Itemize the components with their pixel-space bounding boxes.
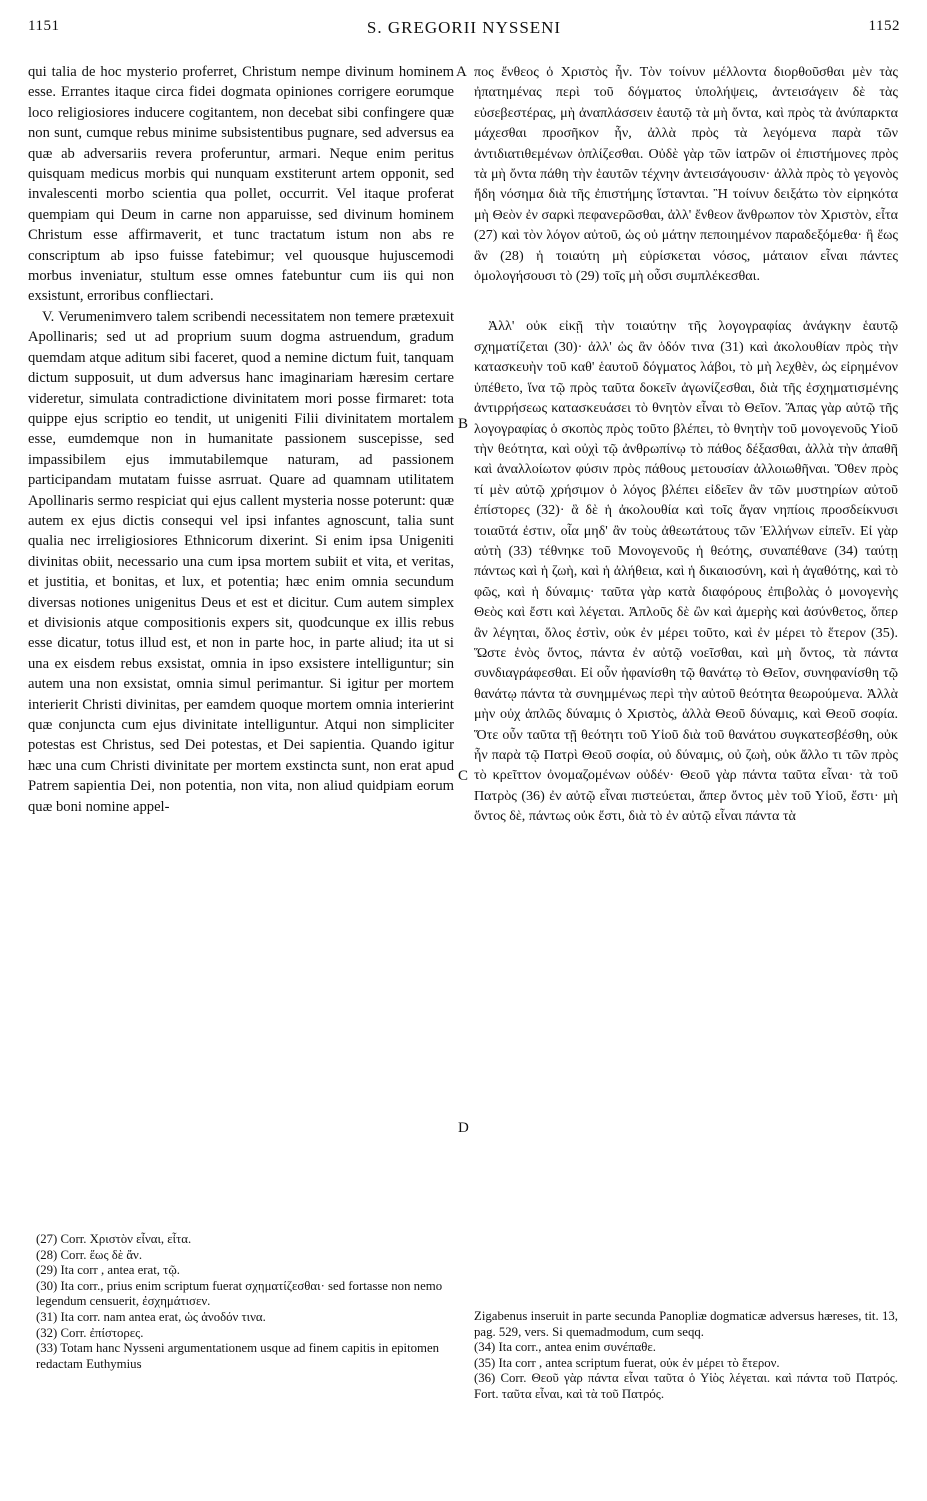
latin-paragraph: qui talia de hoc mysterio proferret, Christum nempe divinum hominem esse. Errantes itaque circa fidei dogmata opiniones corrigere eorumque loco religiosiores inducere cogitantem, non decebat sibi confingere quæ non sunt, cumque rebus minime subsistentibus pugnare, sed adversus ea quæ ab adversariis revera proferuntur, armari. Neque enim peritus quisquam medicus morbis qui nunquam exstiterunt artem opponit, sed invalescenti morbo scientia qua pollet, occurrit. Vel itaque proferat quempiam qui Deum in carne non apparuisse, sed divinum hominem Christum esse affirmaverit, et tunc tractatum istum non abs re conscriptum ab ipso fuisse fatebimur; vel quousque hujuscemodi morbus inveniatur, stultum esse omnes fatebuntur cum iis qui non exsistunt, erroribus confliectari.: [28, 64, 454, 305]
latin-paragraph: V. Verumenimvero talem scribendi necessitatem non temere prætexuit Apollinaris; sed ut ad proprium suum dogma astruendum, gradum quemdam atque aditum sibi faceret, quod a nemine dictum fuit, tanquam dictum supposuit, ut dum adversus hanc imaginariam hæresim certare videretur, simulata contradictione divinitatem mori posse firmaret: tota quippe ejus scriptio eo tendit, ut unigeniti Filii divinitatem mortalem esse, eumdemque non in humanitate passionem suscepisse, sed impassibilem ejus immutabilemque naturam, ad passionem participandam mutatam fuisse asrruat. Quare ad quamnam utilitatem Apollinaris sermo respiciat qui ejus callent mysteria nosse poterunt: quæ autem ex ejus dictis consequi vel ipsi infantes agnoscunt, talia sunt qualia nec irreligiosiores Ethnicorum dixerint. Si enim ipsa Unigeniti divinitas obiit, necessario una cum ipsa mortem subiit et vita, et veritas, et justitia, et bonitas, et lux, et potentia; hæc enim omnia secundum diversas notiones unigenitus Deus et est et dicitur. Cum autem simplex et divisionis atque compositionis expers sit, quodcunque ex illis rebus esse dicatur, totus illud est, et non in parte hoc, in parte aliud; ita ut si una ex eisdem rebus exsistat, omnia in ipso exsistere intelliguntur; sin autem una non exsistat, omnia simul perimantur. Si igitur per mortem interierit Christi divinitas, per eamdem quoque mortem omnia interierint quæ conjuncta cum ejus divinitate intelliguntur. Atqui non simpliciter potestas est Christus, sed Dei potestas, et Dei sapientia. Quando igitur hæc una cum Christi divinitate per mortem exstincta sunt, non erat apud Patrem sapientia Dei, non potentia, non vita, non aliud quidpiam eorum quæ boni nomine appel-: [28, 308, 454, 815]
footnote: Zigabenus inseruit in parte secunda Panopliæ dogmaticæ adversus hæreses, tit. 13, pag. 529, vers. Si quemadmodum, cum seqq.: [474, 1309, 898, 1339]
page-header: [28, 14, 900, 44]
footnote: (36) Corr. Θεοῦ γὰρ πάντα εἶναι ταῦτα ὁ Υἱὸς λέγεται. καὶ πάντα τοῦ Πατρός. Fort. ταῦτα εἶναι, καὶ τὰ τοῦ Πατρός.: [474, 1371, 898, 1401]
footnote: (27) Corr. Χριστὸν εἶναι, εἶτα.: [36, 1232, 192, 1246]
greek-paragraph: Ἀλλ' οὐκ εἰκῇ τὴν τοιαύτην τῆς λογογραφίας ἀνάγκην ἑαυτῷ σχηματίζεται (30)· ἀλλ' ὡς ἂν ὁδόν τινα (31) καὶ ἀκολουθίαν πρὸς τὴν κατασκευὴν τοῦ καθ' ἑαυτοῦ δόγματος λάβοι, τὸ μὴ λεχθὲν, ὡς εἰρημένον ὑπέθετο, ἵνα τῷ πρὸς ταῦτα δοκεῖν ἀγωνίζεσθαι, διὰ τῆς ἐσχηματισμένης ἀντιρρήσεως κατασκευάσει τὸ θνητὸν εἶναι τὸ Θεῖον. Ἅπας γὰρ αὐτῷ τῆς λογογραφίας ὁ σκοπὸς πρὸς τοῦτο βλέπει, τὸ θνητὴν τοῦ μονογενοῦς Υἱοῦ τὴν θεότητα, καὶ οὐχὶ τῷ ἀνθρωπίνῳ τὸ πάθος δέξασθαι, ἀλλὰ τὴν ἀπαθῆ καὶ ἀναλλοίωτον φύσιν πρὸς πάθους μετουσίαν ἀλλοιωθῆναι. Ὅθεν πρὸς τί μὲν αὐτῷ χρήσιμον ὁ λόγος βλέπει εἰδεῖεν ἂν τῶν μυστηρίων αὐτοῦ ἐπίστορες (32)· ἃ δὲ ἡ ἀκολουθία καὶ τοῖς ἄγαν νηπίοις προσδείκνυσι τοιαῦτά ἐστιν, οἷα μηδ' ἂν τοὺς ἀθεωτάτους τῶν Ἑλλήνων εἰπεῖν. Εἰ γὰρ αὐτὴ (33) τέθνηκε τοῦ Μονογενοῦς ἡ θεότης, συναπέθανε (34) ταύτῃ πάντως καὶ ἡ ζωὴ, καὶ ἡ ἀλήθεια, καὶ ἡ δικαιοσύνη, καὶ ἡ ἀγαθότης, καὶ τὸ φῶς, καὶ ἡ δύναμις· ταῦτα γὰρ κατὰ διαφόρους ἐπιβολὰς ὁ μονογενὴς Θεὸς καὶ ἔστι καὶ λέγεται. Ἁπλοῦς δὲ ὢν καὶ ἀμερὴς καὶ ἀσύνθετος, ὅπερ ἂν λέγηται, ὅλος ἐστὶν, οὐκ ἐν μέρει τοῦτο, καὶ ἐν μέρει τὸ ἕτερον (35). Ὥστε ἑνὸς ὄντος, πάντα ἐν αὐτῷ νοεῖσθαι, καὶ μὴ ὄντος, τὰ πάντα συνδιαγράφεσθαι. Εἰ οὖν ἠφανίσθη τῷ θανάτῳ τὸ Θεῖον, συνηφανίσθη τῷ θανάτῳ πάντα τὰ συνημμένως περὶ τὴν αὐτοῦ θεότητα θεωρούμενα. Ἀλλὰ μὴν οὐχ ἁπλῶς δύναμις ὁ Χριστὸς, ἀλλὰ Θεοῦ δύναμις, καὶ Θεοῦ σοφία. Ὅτε οὖν ταῦτα τῇ θεότητι τοῦ Υἱοῦ διὰ τοῦ θανάτου συγκατεσβέσθη, οὐκ ἦν παρὰ τῷ Πατρὶ Θεοῦ σοφία, οὐ δύναμις, οὐ ζωὴ, οὐκ ἄλλο τι τῶν πρὸς τὸ κρεῖττον ὀνομαζομένων οὐδέν· Θεοῦ γὰρ πάντα ταῦτα εἶναι· τὰ τοῦ Πατρὸς (36) ἐν αὐτῷ εἶναι πιστεύεται, ἅπερ ὄντος μὲν τοῦ Υἱοῦ, ἔστι· μὴ ὄντος δὲ, πάντως οὐκ ἔστι, διὰ τὸ ἐν αὐτῷ εἶναι πάντα τὰ: [474, 318, 898, 825]
footnote: (33) Totam hanc Nysseni argumentationem usque ad finem capitis in epitomen redactam Euthymius: [36, 1341, 440, 1371]
footnotes-right: [474, 1309, 898, 1403]
greek-paragraph: πος ἔνθεος ὁ Χριστὸς ἦν. Τὸν τοίνυν μέλλοντα διορθοῦσθαι μὲν τὰς ἠπατημένας περὶ τοῦ δόγματος ὑπολήψεις, ἀντεισάγειν δὲ τὰς εὐσεβεστέρας, μὴ ἀναπλάσσειν ἑαυτῷ τὰ μὴ ὄντα, καὶ πρὸς τὰ ἀνύπαρκτα μάχεσθαι προσῆκον ἦν, ἀλλὰ πρὸς τὰ λεγόμενα παρὰ τῶν ἀντιδιατιθεμένων ὁπλίζεσθαι. Οὐδὲ γὰρ τῶν ἰατρῶν οἱ ἐπιστήμονες πρὸς τὰ μὴ ὄντα πάθη τὴν ἑαυτῶν τέχνην ἀντεισάγουσιν· ἀλλὰ πρὸς τὸ γεγονὸς ἤδη νόσημα διὰ τῆς ἐπιστήμης ἵστανται. Ἢ τοίνυν δειξάτω τὸν εἰρηκότα μὴ Θεὸν ἐν σαρκὶ πεφανερῶσθαι, ἀλλ' ἔνθεον ἄνθρωπον τὸν Χριστὸν, εἶτα (27) καὶ τὸν λόγον αὐτοῦ, ὡς οὐ μάτην πεποιημένον παραδεξόμεθα· ἢ ἕως ἂν (28) ἡ τοιαύτη μὴ εὑρίσκεται νόσος, μάταιον εἶναι πάντες ὁμολογήσουσι τὸ (29) τοῖς μὴ οὖσι συμπλέκεσθαι.: [474, 64, 898, 285]
footnote: (34) Ita corr., antea enim συνέπαθε.: [474, 1340, 656, 1355]
page-number-right: 1152: [868, 18, 900, 34]
section-marker-a: A: [456, 64, 467, 80]
greek-column: [474, 62, 898, 827]
running-title: S. GREGORII NYSSENI: [366, 18, 562, 37]
footnote: (28) Corr. ἕως δὲ ἄν.: [36, 1247, 143, 1262]
page-number-left: 1151: [28, 18, 60, 34]
footnote: (32) Corr. ἐπίστορες.: [36, 1325, 144, 1340]
footnotes-left: [36, 1232, 454, 1372]
latin-column: [28, 62, 454, 817]
section-marker-b: B: [458, 416, 469, 432]
section-marker-c: C: [458, 768, 469, 784]
footnote: (30) Ita corr., prius enim scriptum fuerat σχηματίζεσθαι· sed fortasse non nemo legendum censuerit, ἐσχημάτισεν.: [36, 1278, 443, 1309]
footnote: (29) Ita corr , antea erat, τῷ.: [36, 1263, 180, 1278]
footnote: (35) Ita corr , antea scriptum fuerat, οὐκ ἐν μέρει τὸ ἕτερον.: [474, 1355, 780, 1370]
section-marker-d: D: [458, 1120, 469, 1136]
footnote: (31) Ita corr. nam antea erat, ὡς ἀνοδόν τινα.: [36, 1309, 266, 1324]
